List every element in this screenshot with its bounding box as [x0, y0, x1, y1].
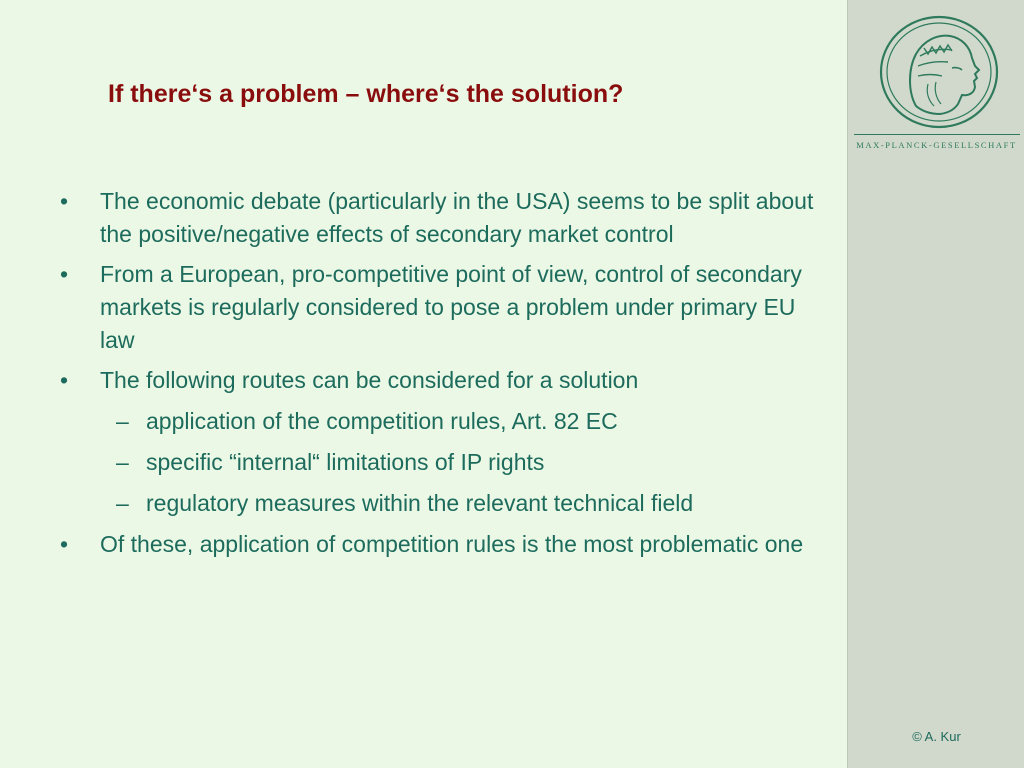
slide-content	[56, 185, 816, 568]
logo-text: MAX-PLANCK-GESELLSCHAFT	[856, 140, 1017, 150]
bullet-text: Of these, application of competition rules is the most problematic one	[100, 531, 804, 557]
slide-title: If there‘s a problem – where‘s the solution?	[108, 80, 624, 108]
dash-glyph: –	[116, 408, 129, 434]
sub-bullet-list	[100, 405, 816, 520]
bullet-text: The following routes can be considered for a solution	[100, 367, 639, 393]
sub-bullet-text: specific “internal“ limitations of IP rights	[146, 449, 545, 475]
sub-bullet-item	[100, 405, 816, 438]
minerva-head-logo-icon	[878, 14, 1000, 130]
bullet-text: From a European, pro-competitive point of view, control of secondary markets is regularly considered to pose a problem under primary EU law	[100, 261, 802, 353]
copyright-credit: © A. Kur	[912, 729, 961, 744]
bullet-item	[56, 528, 816, 561]
bullet-text: The economic debate (particularly in the USA) seems to be split about the positive/negative effects of secondary market control	[100, 188, 814, 247]
bullet-glyph: •	[60, 188, 69, 214]
dash-glyph: –	[116, 490, 129, 516]
sidebar	[847, 0, 1024, 768]
sub-bullet-item	[100, 446, 816, 479]
bullet-item	[56, 185, 816, 251]
logo	[848, 0, 1024, 160]
logo-divider	[854, 134, 1020, 135]
sub-bullet-text: regulatory measures within the relevant technical field	[146, 490, 694, 516]
bullet-glyph: •	[60, 367, 69, 393]
dash-glyph: –	[116, 449, 129, 475]
sub-bullet-text: application of the competition rules, Art. 82 EC	[146, 408, 618, 434]
bullet-glyph: •	[60, 531, 69, 557]
bullet-item	[56, 364, 816, 520]
bullet-item	[56, 258, 816, 357]
bullet-glyph: •	[60, 261, 69, 287]
sub-bullet-item	[100, 487, 816, 520]
bullet-list	[56, 185, 816, 561]
